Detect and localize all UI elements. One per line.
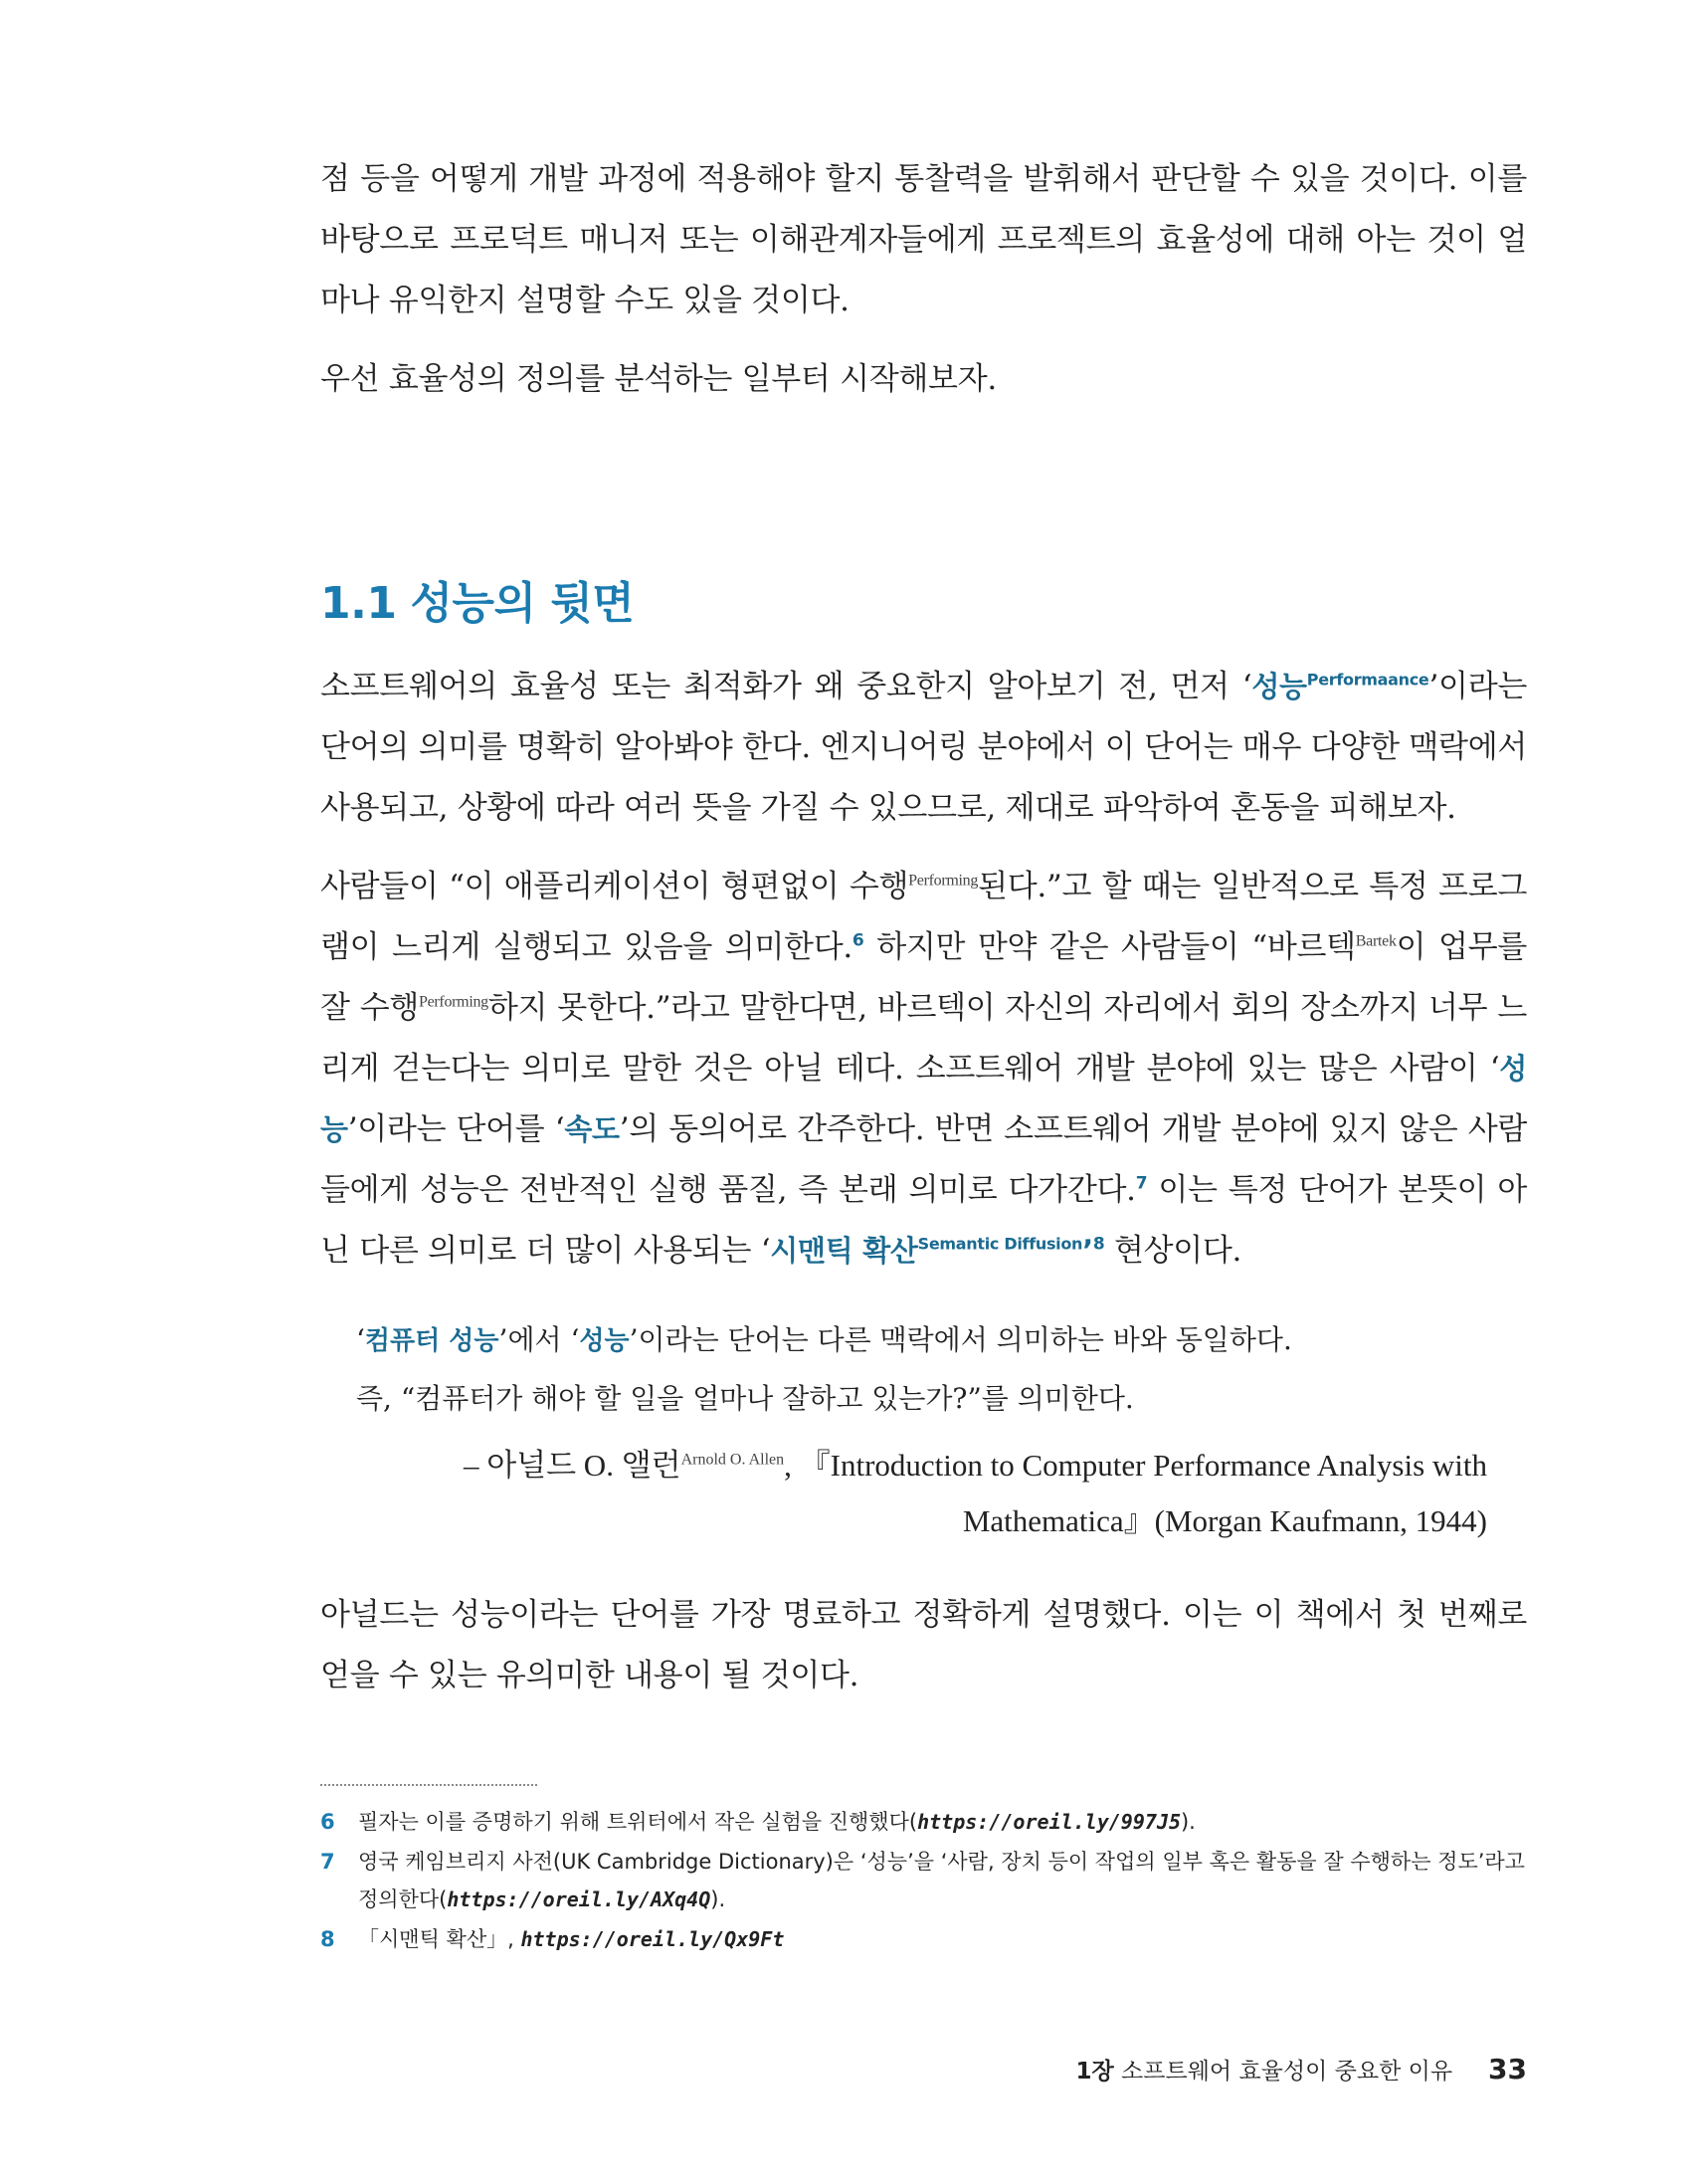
text-run: ’의 동의어로 간주한다. 반면 소프트웨어 개발 분야에 있지 않은 사람들에게 성능은 전반적인 실행 품질, 즉 본래 의미로 다가간다. bbox=[320, 1111, 1527, 1208]
term-performance: 성능 bbox=[1251, 670, 1307, 703]
text-run: ). bbox=[1180, 1810, 1196, 1834]
quote-block bbox=[356, 1311, 1527, 1549]
section-body bbox=[320, 657, 1527, 1724]
footnote-link[interactable]: https://oreil.ly/Qx9Ft bbox=[520, 1927, 785, 1951]
section-title: 성능의 뒷면 bbox=[410, 578, 635, 629]
author-name: – 아널드 O. 앨런 bbox=[463, 1448, 681, 1483]
text-run: 소프트웨어의 효율성 또는 최적화가 왜 중요한지 알아보기 전, 먼저 ‘ bbox=[320, 669, 1252, 704]
paragraph-performance-definition bbox=[320, 657, 1527, 839]
footnote-ref-8[interactable]: 8 bbox=[1092, 1234, 1105, 1255]
section-heading bbox=[320, 567, 634, 631]
quote-attribution bbox=[356, 1438, 1527, 1549]
footnote-link[interactable]: https://oreil.ly/997J5 bbox=[917, 1810, 1181, 1834]
section-number: 1.1 bbox=[320, 578, 397, 629]
text-run: ’이라는 단어를 ‘ bbox=[347, 1111, 565, 1147]
text-run: 현상이다. bbox=[1104, 1233, 1242, 1269]
quote-line-1 bbox=[356, 1311, 1527, 1370]
text-run: 하지 못한다.”라고 말한다면, 바르텍이 자신의 자리에서 회의 장소까지 너무 느리게 걷는다는 의미로 말한 것은 아닐 테다. 소프트웨어 개발 분야에 있는 많은 사람이 ‘ bbox=[320, 990, 1528, 1087]
paragraph-performing-usage bbox=[320, 857, 1527, 1282]
intro-paragraph-2: 우선 효율성의 정의를 분석하는 일부터 시작해보자. bbox=[320, 361, 997, 397]
term-performance-2: 성능 bbox=[320, 1052, 1527, 1146]
term-semantic-diffusion: 시맨틱 확산 bbox=[770, 1234, 918, 1268]
footnote-number: 6 bbox=[320, 1810, 335, 1834]
text-run: 필자는 이를 증명하기 위해 트위터에서 작은 실험을 진행했다( bbox=[358, 1810, 918, 1834]
running-footer bbox=[1076, 2053, 1528, 2085]
footnote-text bbox=[358, 1803, 1527, 1841]
text-run: ’이라는 단어의 의미를 명확히 알아봐야 한다. 엔지니어링 분야에서 이 단어는 매우 다양한 맥락에서 사용되고, 상황에 따라 여러 뜻을 가질 수 있으므로, 제대로 파악하여 혼동을 피해보자. bbox=[320, 669, 1527, 826]
intro-paragraph-1: 점 등을 어떻게 개발 과정에 적용해야 할지 통찰력을 발휘해서 판단할 수 있을 것이다. 이를 바탕으로 프로덕트 매니저 또는 이해관계자들에게 프로젝트의 효율성에 대해 아는 것이 얼마나 유익한지 설명할 수도 있을 것이다. bbox=[320, 161, 1527, 318]
page-number: 33 bbox=[1488, 2053, 1527, 2085]
text-run: ‘ bbox=[356, 1323, 365, 1356]
quote-line-2: 즉, “컴퓨터가 해야 할 일을 얼마나 잘하고 있는가?”를 의미한다. bbox=[356, 1382, 1134, 1415]
text-run: ). bbox=[710, 1887, 726, 1911]
text-run: 사람들이 “이 애플리케이션이 형편없이 수행 bbox=[320, 869, 909, 904]
footnote-link[interactable]: https://oreil.ly/AXq4Q bbox=[447, 1887, 711, 1911]
term-performance-gloss: Performaance bbox=[1306, 670, 1429, 690]
text-run: 하지만 만약 같은 사람들이 “바르텍 bbox=[863, 929, 1356, 965]
chapter-number: 1장 bbox=[1075, 2059, 1114, 2085]
chapter-title: 소프트웨어 효율성이 중요한 이유 bbox=[1113, 2059, 1453, 2085]
footnote-separator bbox=[320, 1784, 537, 1786]
footnote-number: 8 bbox=[320, 1927, 335, 1951]
text-run: ’에서 ‘ bbox=[498, 1323, 580, 1356]
gloss-bartek: Bartek bbox=[1355, 932, 1397, 950]
footnote-number: 7 bbox=[320, 1850, 335, 1874]
footnote-text bbox=[358, 1843, 1527, 1918]
gloss-performing-2: Performing bbox=[419, 993, 488, 1011]
footnote-8 bbox=[320, 1920, 1527, 1958]
text-run: 이는 특정 단어가 본뜻이 아닌 다른 의미로 더 많이 사용되는 ‘ bbox=[320, 1172, 1527, 1269]
text-run: ’ bbox=[1082, 1234, 1093, 1268]
term-semantic-diffusion-gloss: Semantic Diffusion bbox=[917, 1234, 1083, 1254]
gloss-performing: Performing bbox=[908, 872, 979, 890]
text-run: 「시맨틱 확산」, bbox=[358, 1927, 521, 1951]
closing-paragraph: 아널드는 성능이라는 단어를 가장 명료하고 정확하게 설명했다. 이는 이 책에서 첫 번째로 얻을 수 있는 유의미한 내용이 될 것이다. bbox=[320, 1597, 1527, 1693]
author-name-en: Arnold O. Allen bbox=[680, 1451, 785, 1469]
footnote-ref-7[interactable]: 7 bbox=[1135, 1173, 1148, 1194]
footnote-text bbox=[358, 1920, 1527, 1958]
footnote-7 bbox=[320, 1843, 1527, 1918]
text-run: 이 업무를 잘 수행 bbox=[320, 929, 1527, 1026]
term-speed: 속도 bbox=[564, 1112, 620, 1146]
quote-term-computer-performance: 컴퓨터 성능 bbox=[364, 1326, 499, 1356]
quote-term-performance: 성능 bbox=[579, 1326, 630, 1356]
footnotes bbox=[320, 1803, 1527, 1960]
text-run: 영국 케임브리지 사전(UK Cambridge Dictionary)은 ‘성능’을 ‘사람, 장치 등이 작업의 일부 혹은 활동을 잘 수행하는 정도’라고 정의한다( bbox=[358, 1850, 1525, 1911]
footnote-6 bbox=[320, 1803, 1527, 1841]
footnote-ref-6[interactable]: 6 bbox=[852, 930, 864, 951]
body-column bbox=[320, 149, 1527, 428]
attribution-line-2: Mathematica』(Morgan Kaufmann, 1944) bbox=[962, 1503, 1487, 1538]
text-run: ’이라는 단어는 다른 맥락에서 의미하는 바와 동일하다. bbox=[629, 1323, 1292, 1356]
attribution-line-1 bbox=[356, 1438, 1487, 1493]
text-run: 된다.”고 할 때는 일반적으로 특정 프로그램이 느리게 실행되고 있음을 의미한다. bbox=[320, 869, 1527, 965]
book-title: , 『Introduction to Computer Performance Analysis with bbox=[784, 1448, 1487, 1483]
